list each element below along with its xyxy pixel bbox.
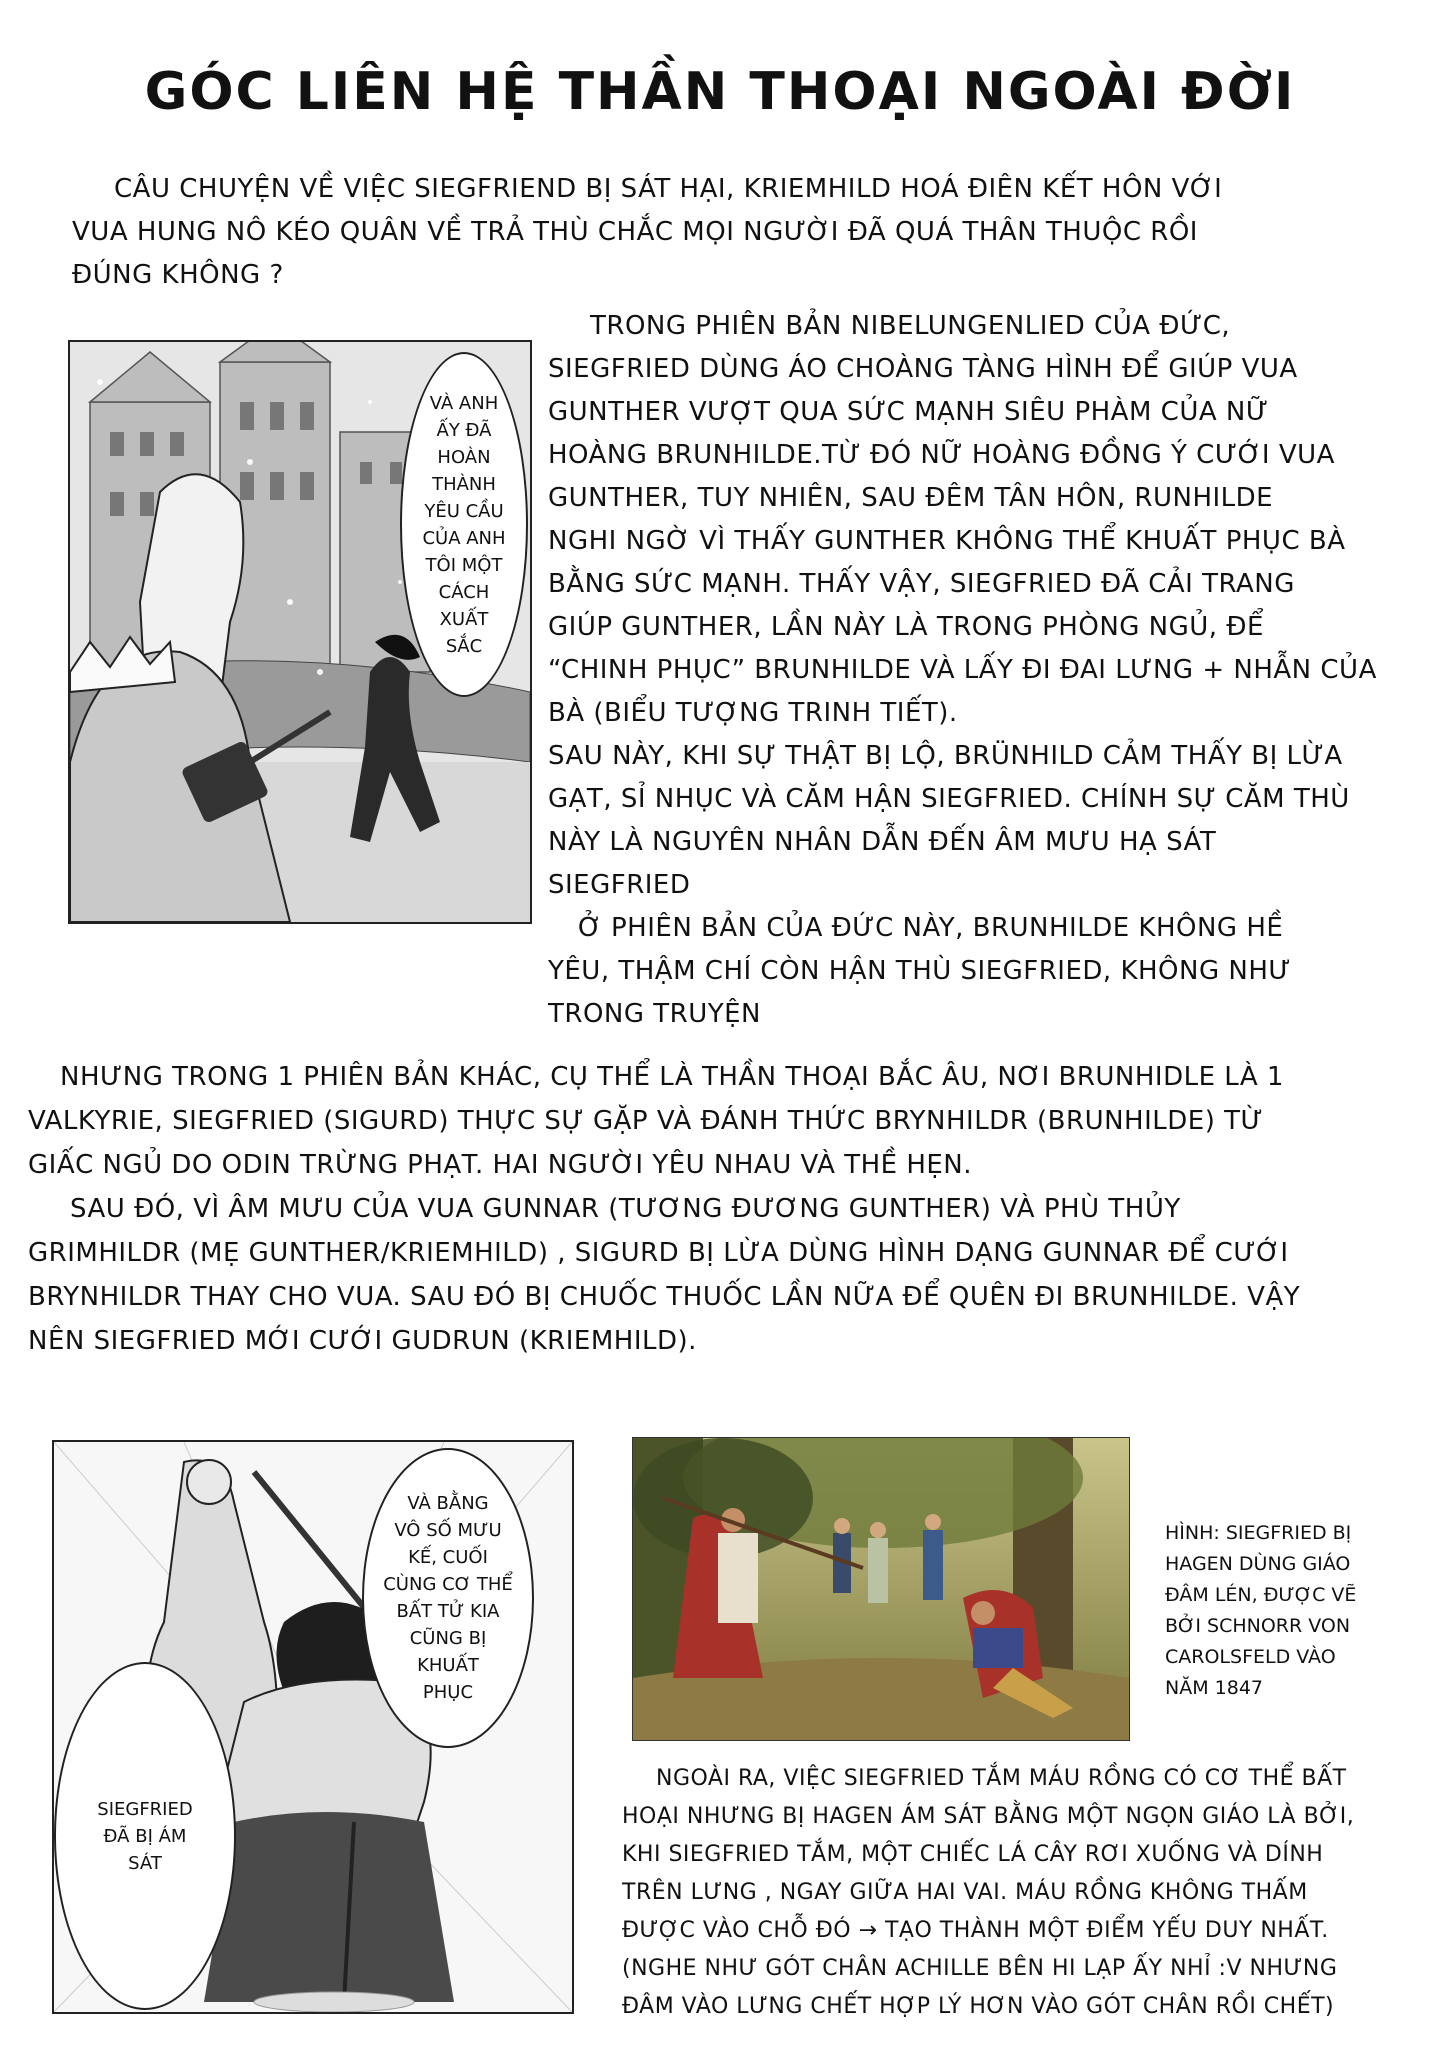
text-line: BẰNG SỨC MẠNH. THẤY VẬY, SIEGFRIED ĐÃ CẢI TRANG: [548, 569, 1295, 599]
text-line: SIEGFRIED: [548, 870, 691, 900]
bubble-line: KHUẤT: [417, 1655, 479, 1676]
text-line: VALKYRIE, SIEGFRIED (SIGURD) THỰC SỰ GẶP VÀ ĐÁNH THỨC BRYNHILDR (BRUNHILDE) TỪ: [28, 1106, 1264, 1136]
text-line: TRONG TRUYỆN: [548, 999, 762, 1029]
nibelungen-paragraph: [548, 305, 1428, 1036]
schnorr-painting: [632, 1437, 1130, 1741]
text-line: NGOÀI RA, VIỆC SIEGFRIED TẮM MÁU RỒNG CÓ CƠ THỂ BẤT: [656, 1766, 1347, 1791]
text-line: NHƯNG TRONG 1 PHIÊN BẢN KHÁC, CỤ THỂ LÀ THẦN THOẠI BẮC ÂU, NƠI BRUNHIDLE LÀ 1: [60, 1062, 1284, 1092]
text-line: HOẠI NHƯNG BỊ HAGEN ÁM SÁT BẰNG MỘT NGỌN GIÁO LÀ BỞI,: [622, 1804, 1355, 1829]
page-title: GÓC LIÊN HỆ THẦN THOẠI NGOÀI ĐỜI: [144, 62, 1296, 122]
text-line: GIẤC NGỦ DO ODIN TRỪNG PHẠT. HAI NGƯỜI YÊU NHAU VÀ THỀ HẸN.: [28, 1150, 973, 1180]
painting-illustration: [633, 1438, 1129, 1740]
speech-bubble-top: [362, 1448, 534, 1748]
text-line: KHI SIEGFRIED TẮM, MỘT CHIẾC LÁ CÂY RƠI XUỐNG VÀ DÍNH: [622, 1842, 1324, 1867]
bubble-line: BẤT TỬ KIA: [396, 1601, 500, 1622]
bubble-line: CÙNG CƠ THỂ: [383, 1574, 513, 1595]
caption-line: HÌNH: SIEGFRIED BỊ: [1165, 1522, 1352, 1544]
bubble-line: PHỤC: [422, 1682, 474, 1703]
intro-paragraph: [72, 168, 1372, 297]
caption-line: BỞI SCHNORR VON: [1165, 1615, 1351, 1637]
bubble-line: ẤY ĐÃ: [436, 419, 492, 441]
text-line: YÊU, THẬM CHÍ CÒN HẬN THÙ SIEGFRIED, KHÔNG NHƯ: [548, 956, 1292, 986]
text-line: ĐÚNG KHÔNG ?: [72, 260, 284, 290]
bubble-line: ĐÃ BỊ ÁM: [103, 1825, 187, 1847]
bubble-line: XUẤT: [439, 608, 489, 630]
bubble-line: SIEGFRIED: [97, 1798, 193, 1820]
text-line: GUNTHER, TUY NHIÊN, SAU ĐÊM TÂN HÔN, RUNHILDE: [548, 483, 1274, 513]
text-line: CÂU CHUYỆN VỀ VIỆC SIEGFRIEND BỊ SÁT HẠI, KRIEMHILD HOÁ ĐIÊN KẾT HÔN VỚI: [114, 174, 1223, 204]
bubble-line: CỦA ANH: [422, 527, 506, 549]
bubble-line: TÔI MỘT: [425, 554, 503, 576]
bubble-line: VÔ SỐ MƯU: [394, 1520, 502, 1541]
bubble-line: HOÀN: [437, 446, 491, 468]
text-line: TRONG PHIÊN BẢN NIBELUNGENLIED CỦA ĐỨC,: [590, 311, 1231, 341]
manga-panel-assassination: [52, 1440, 574, 2014]
bubble-line: CŨNG BỊ: [409, 1628, 487, 1649]
text-line: TRÊN LƯNG , NGAY GIỮA HAI VAI. MÁU RỒNG KHÔNG THẤM: [622, 1880, 1308, 1905]
dragon-blood-paragraph: [622, 1760, 1422, 2026]
caption-line: HAGEN DÙNG GIÁO: [1165, 1553, 1351, 1575]
caption-line: ĐÂM LÉN, ĐƯỢC VẼ: [1165, 1584, 1357, 1606]
bubble-line: SẮC: [445, 635, 483, 657]
text-line: GRIMHILDR (MẸ GUNTHER/KRIEMHILD) , SIGURD BỊ LỪA DÙNG HÌNH DẠNG GUNNAR ĐỂ CƯỚI: [28, 1238, 1289, 1268]
caption-line: CAROLSFELD VÀO: [1165, 1646, 1336, 1668]
caption-line: NĂM 1847: [1165, 1677, 1263, 1699]
bubble-line: CÁCH: [438, 581, 490, 603]
bubble-line: THÀNH: [432, 473, 496, 495]
text-line: NGHI NGỜ VÌ THẤY GUNTHER KHÔNG THỂ KHUẤT PHỤC BÀ: [548, 526, 1346, 556]
text-line: ĐƯỢC VÀO CHỖ ĐÓ → TẠO THÀNH MỘT ĐIỂM YẾU DUY NHẤT.: [622, 1918, 1329, 1943]
text-line: NÊN SIEGFRIED MỚI CƯỚI GUDRUN (KRIEMHILD).: [28, 1326, 697, 1356]
text-line: VUA HUNG NÔ KÉO QUÂN VỀ TRẢ THÙ CHẮC MỌI NGƯỜI ĐÃ QUÁ THÂN THUỘC RỒI: [72, 217, 1198, 247]
speech-bubble-left: [54, 1662, 236, 2010]
text-line: “CHINH PHỤC” BRUNHILDE VÀ LẤY ĐI ĐAI LƯNG + NHẪN CỦA: [548, 655, 1377, 685]
bubble-line: VÀ ANH: [429, 392, 499, 414]
bubble-line: VÀ BẰNG: [407, 1493, 489, 1514]
painting-caption: [1165, 1518, 1385, 1704]
text-line: GUNTHER VƯỢT QUA SỨC MẠNH SIÊU PHÀM CỦA NỮ: [548, 397, 1269, 427]
manga-panel-castle: [68, 340, 532, 924]
text-line: BÀ (BIỂU TƯỢNG TRINH TIẾT).: [548, 698, 958, 728]
text-line: HOÀNG BRUNHILDE.TỪ ĐÓ NỮ HOÀNG ĐỒNG Ý CƯỚI VUA: [548, 440, 1335, 470]
bubble-line: KẾ, CUỐI: [408, 1547, 488, 1568]
text-line: GIÚP GUNTHER, LẦN NÀY LÀ TRONG PHÒNG NGỦ, ĐỂ: [548, 612, 1264, 642]
text-line: Ở PHIÊN BẢN CỦA ĐỨC NÀY, BRUNHILDE KHÔNG HỀ: [578, 913, 1284, 943]
text-line: BRYNHILDR THAY CHO VUA. SAU ĐÓ BỊ CHUỐC THUỐC LẦN NỮA ĐỂ QUÊN ĐI BRUNHILDE. VẬY: [28, 1282, 1301, 1312]
text-line: SIEGFRIED DÙNG ÁO CHOÀNG TÀNG HÌNH ĐỂ GIÚP VUA: [548, 354, 1298, 384]
text-line: ĐÂM VÀO LƯNG CHẾT HỢP LÝ HƠN VÀO GÓT CHÂN RỒI CHẾT): [622, 1994, 1335, 2019]
text-line: (NGHE NHƯ GÓT CHÂN ACHILLE BÊN HI LẠP ẤY NHỈ :V NHƯNG: [622, 1956, 1338, 1981]
bubble-line: SÁT: [128, 1852, 162, 1874]
text-line: GẠT, SỈ NHỤC VÀ CĂM HẬN SIEGFRIED. CHÍNH SỰ CĂM THÙ: [548, 784, 1350, 814]
text-line: NÀY LÀ NGUYÊN NHÂN DẪN ĐẾN ÂM MƯU HẠ SÁT: [548, 827, 1217, 857]
norse-paragraph: [28, 1055, 1428, 1363]
bubble-line: YÊU CẦU: [424, 500, 504, 522]
speech-bubble-castle: [400, 352, 528, 697]
text-line: SAU NÀY, KHI SỰ THẬT BỊ LỘ, BRÜNHILD CẢM THẤY BỊ LỪA: [548, 741, 1343, 771]
text-line: SAU ĐÓ, VÌ ÂM MƯU CỦA VUA GUNNAR (TƯƠNG ĐƯƠNG GUNTHER) VÀ PHÙ THỦY: [70, 1194, 1181, 1224]
